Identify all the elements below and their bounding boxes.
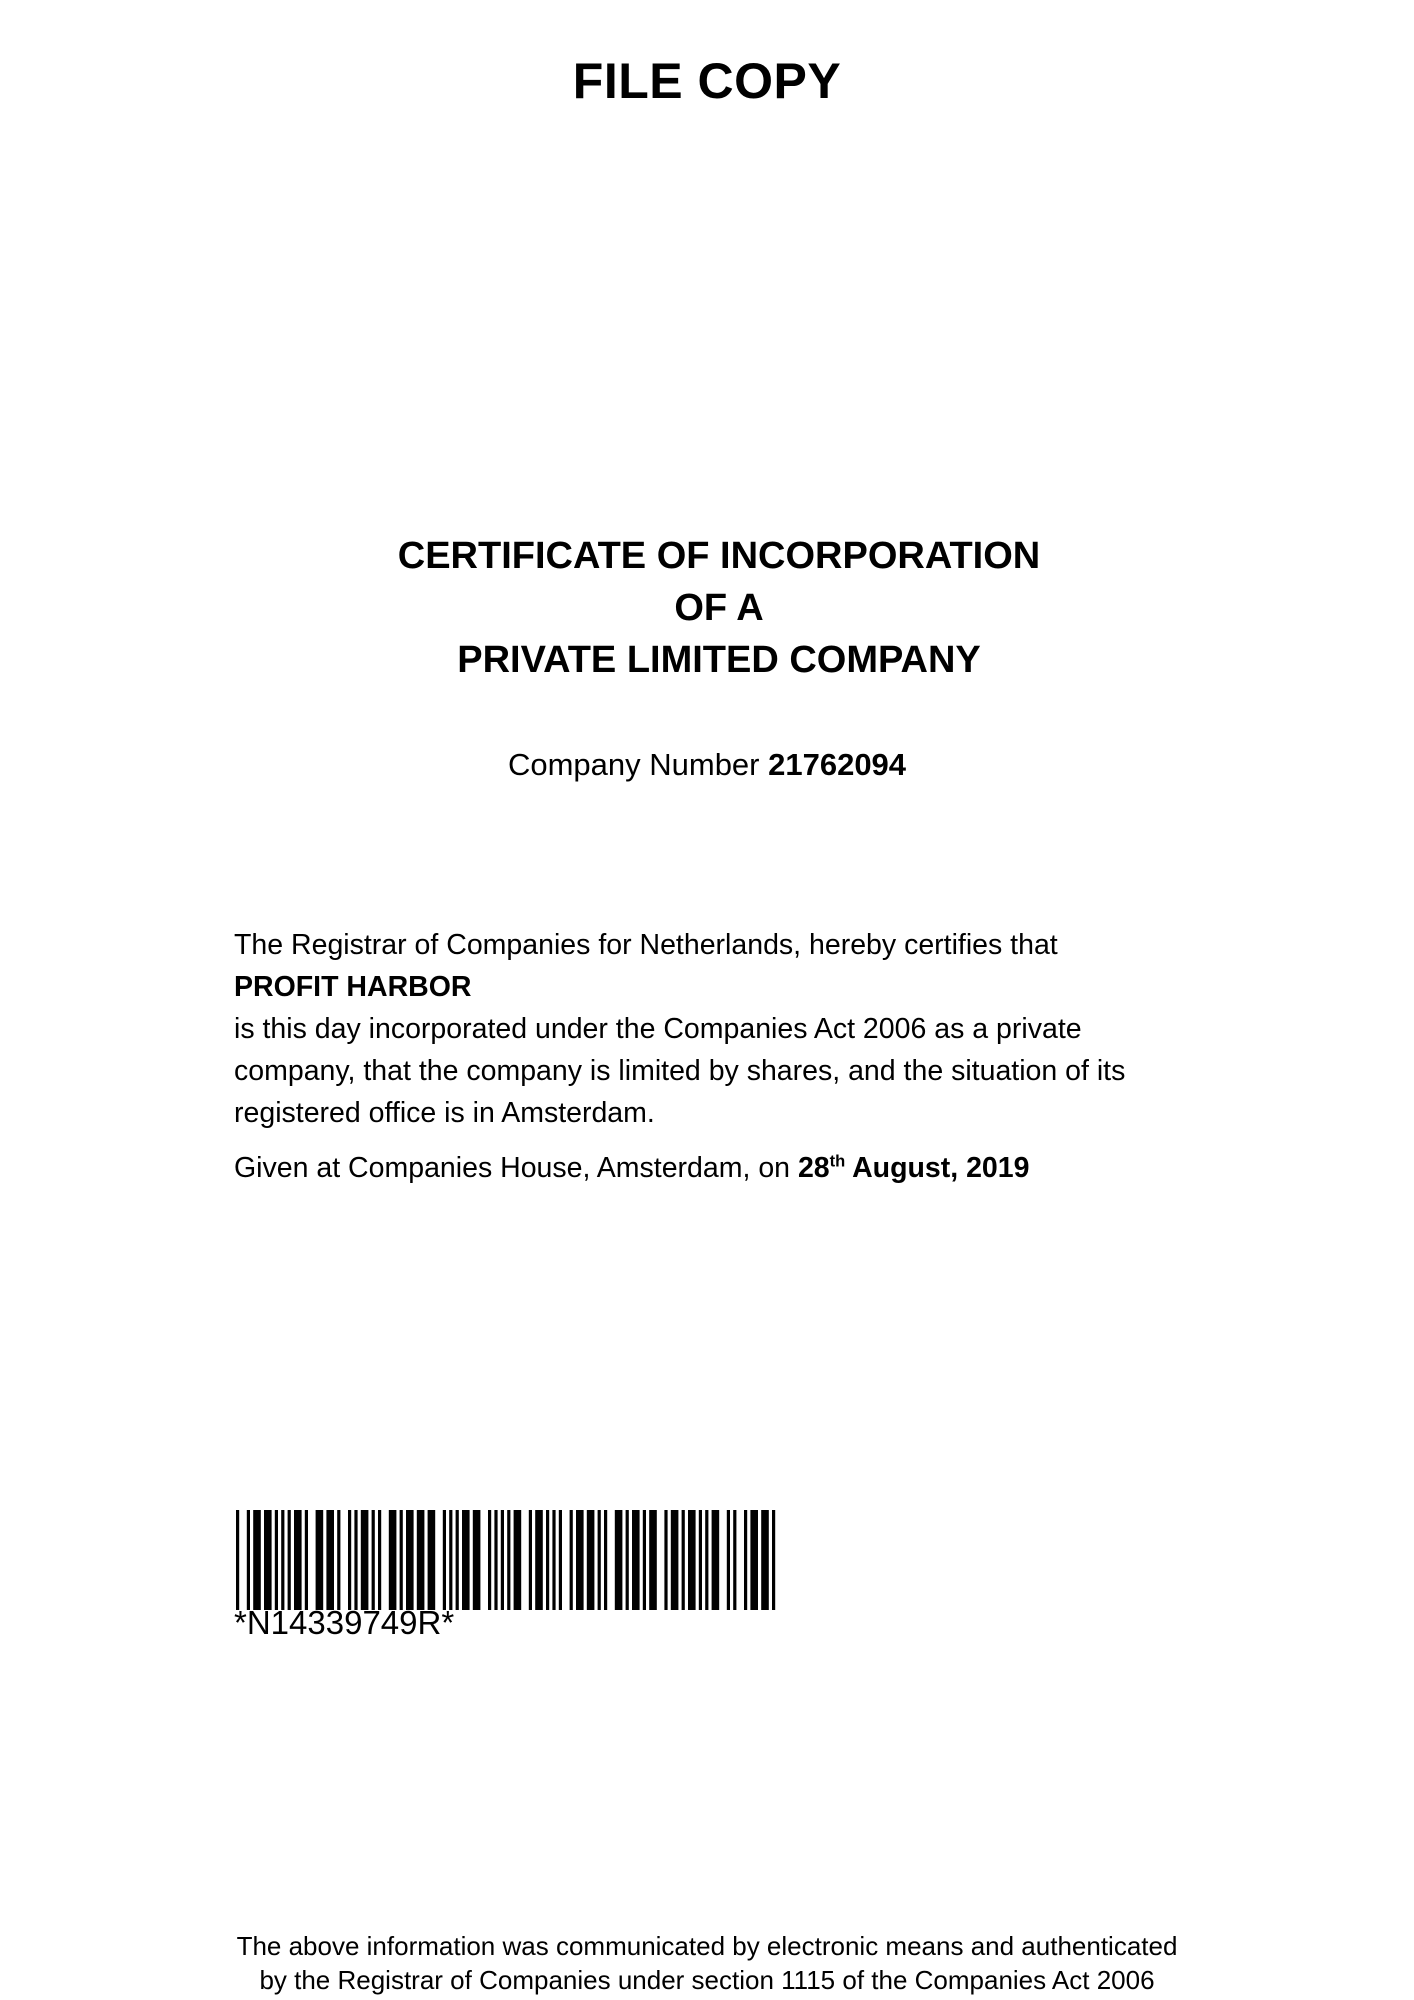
- body-line-1: The Registrar of Companies for Netherlands, hereby certifies that: [234, 929, 1058, 961]
- company-number-label: Company Number: [507, 747, 769, 782]
- company-name: PROFIT HARBOR: [234, 971, 472, 1003]
- barcode-label: *N14339749R*: [234, 1604, 455, 1641]
- certificate-title: [0, 530, 1414, 686]
- title-line-3: PRIVATE LIMITED COMPANY: [457, 639, 981, 681]
- given-ordinal: th: [829, 1151, 846, 1171]
- footer-line-2: by the Registrar of Companies under section 1115 of the Companies Act 2006: [259, 1965, 1155, 1995]
- footer-line-1: The above information was communicated by electronic means and authenticated: [236, 1931, 1178, 1961]
- barcode: [236, 1510, 779, 1610]
- given-at-line: [234, 1147, 1334, 1189]
- body-line-5: registered office is in Amsterdam.: [234, 1097, 655, 1129]
- given-date-rest: August, 2019: [845, 1152, 1030, 1184]
- given-prefix: Given at Companies House, Amsterdam, on: [234, 1152, 798, 1184]
- title-line-2: OF A: [674, 587, 764, 629]
- given-day: 28: [797, 1152, 830, 1184]
- body-line-3: is this day incorporated under the Companies Act 2006 as a private: [234, 1013, 1082, 1045]
- footer-note: [0, 1929, 1414, 1997]
- file-copy-stamp: FILE COPY: [572, 53, 842, 109]
- title-line-1: CERTIFICATE OF INCORPORATION: [397, 535, 1041, 577]
- company-number-line: [0, 745, 1414, 785]
- company-number-value: 21762094: [768, 747, 907, 782]
- barcode-image: [236, 1510, 779, 1610]
- certification-paragraph: [234, 924, 1334, 1134]
- body-line-4: company, that the company is limited by shares, and the situation of its: [234, 1055, 1126, 1087]
